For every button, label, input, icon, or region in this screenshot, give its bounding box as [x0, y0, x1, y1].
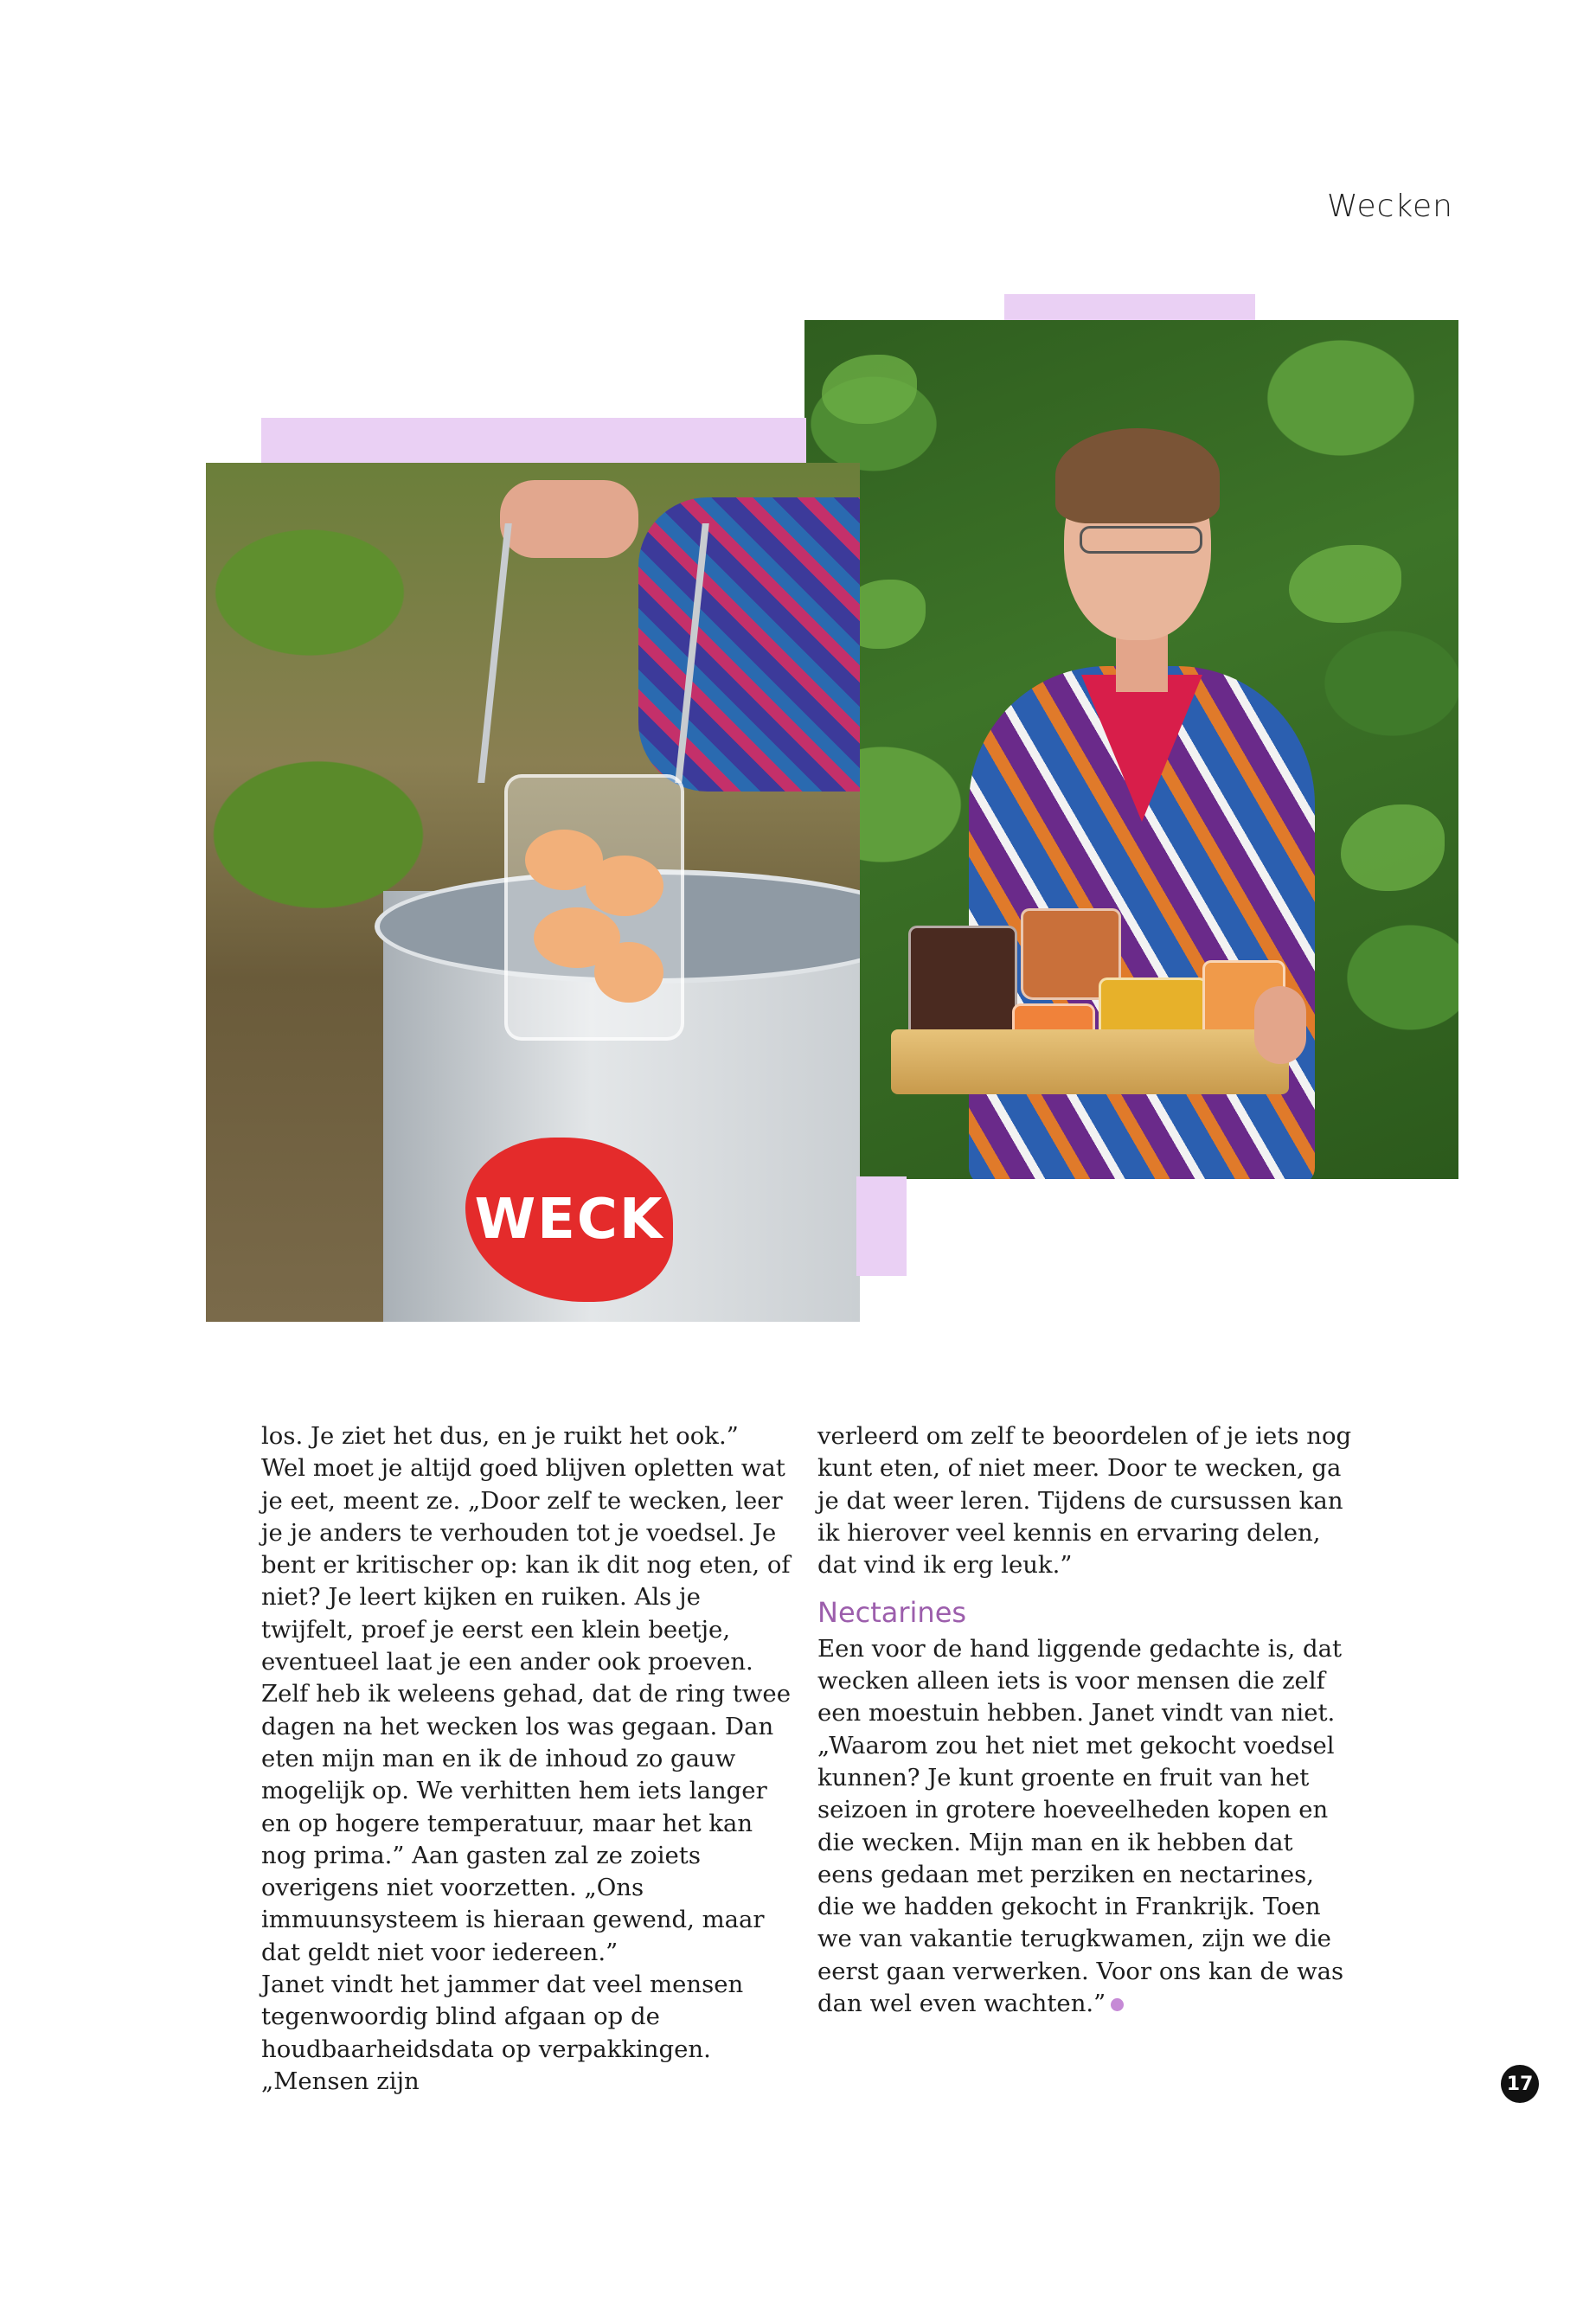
peach-slice: [594, 942, 663, 1003]
leaf-decoration: [1341, 804, 1445, 891]
photo-woman-with-jars: [804, 320, 1458, 1179]
text-column-left: [261, 1420, 798, 2098]
weck-logo: WECK: [465, 1138, 673, 1302]
subheading: Nectarines: [817, 1596, 967, 1630]
end-of-article-dot: [1111, 1998, 1124, 2011]
jar-tongs: [478, 523, 709, 783]
paragraph: verleerd om zelf te beoordelen of je iets nog kunt eten, of niet meer. Door te wecken, ga je dat weer leren. Tijdens de cursussen kan ik hierover veel kennis en ervaring delen, dat vind ik erg leuk.”: [817, 1422, 1352, 1580]
glass-jar: [504, 774, 684, 1041]
paragraph: Janet vindt het jammer dat veel mensen tegenwoordig blind afgaan op de houdbaarheidsdata op verpakkingen. „Mensen zijn: [261, 1971, 744, 2095]
text-column-right: [817, 1420, 1354, 2020]
hand: [1254, 986, 1306, 1064]
photo-weck-pot: [206, 463, 860, 1322]
leaf-decoration: [822, 355, 917, 424]
woman-hair: [1055, 428, 1220, 523]
glasses: [1080, 526, 1202, 554]
peach-slice: [586, 856, 663, 916]
paragraph-text: Een voor de hand liggende gedachte is, dat wecken alleen iets is voor mensen die zelf een moestuin hebben. Janet vindt van niet. „Waarom zou het niet met gekocht voedsel kunnen? Je kunt groente en fruit van het seizoen in grotere hoeveelheden kopen en die wecken. Mijn man en ik hebben dat eens gedaan met perziken en nectarines, die we hadden gekocht in Frankrijk. Toen we van vakantie terugkwamen, zijn we die eerst gaan verwerken. Voor ons kan de was dan wel even wachten.”: [817, 1634, 1344, 2018]
decorative-tape-left: [261, 418, 806, 463]
decorative-tape-bottom: [856, 1176, 907, 1276]
page-number: 17: [1501, 2065, 1539, 2103]
leaf-decoration: [1289, 545, 1401, 623]
paragraph: los. Je ziet het dus, en je ruikt het ook.”: [261, 1422, 739, 1450]
section-title: Wecken: [1327, 189, 1453, 224]
paragraph: [817, 1633, 1354, 2021]
woman-neck: [1116, 631, 1168, 692]
wooden-tray: [891, 1029, 1289, 1094]
paragraph: Wel moet je altijd goed blijven opletten wat je eet, meent ze. „Door zelf te wecken, leer je je anders te verhouden tot je voedsel. Je bent er kritischer op: kan ik dit nog eten, of niet? Je leert kijken en ruiken. Als je twijfelt, proef je eerst een klein beetje, eventueel laat je een ander ook proeven. Zelf heb ik weleens gehad, dat de ring twee dagen na het wecken los was gegaan. Dan eten mijn man en ik de inhoud zo gauw mogelijk op. We verhitten hem iets langer en op hogere temperatuur, maar het kan nog prima.” Aan gasten zal ze zoiets overigens niet voorzetten. „Ons immuunsysteem is hieraan gewend, maar dat geldt niet voor iedereen.”: [261, 1454, 791, 1966]
